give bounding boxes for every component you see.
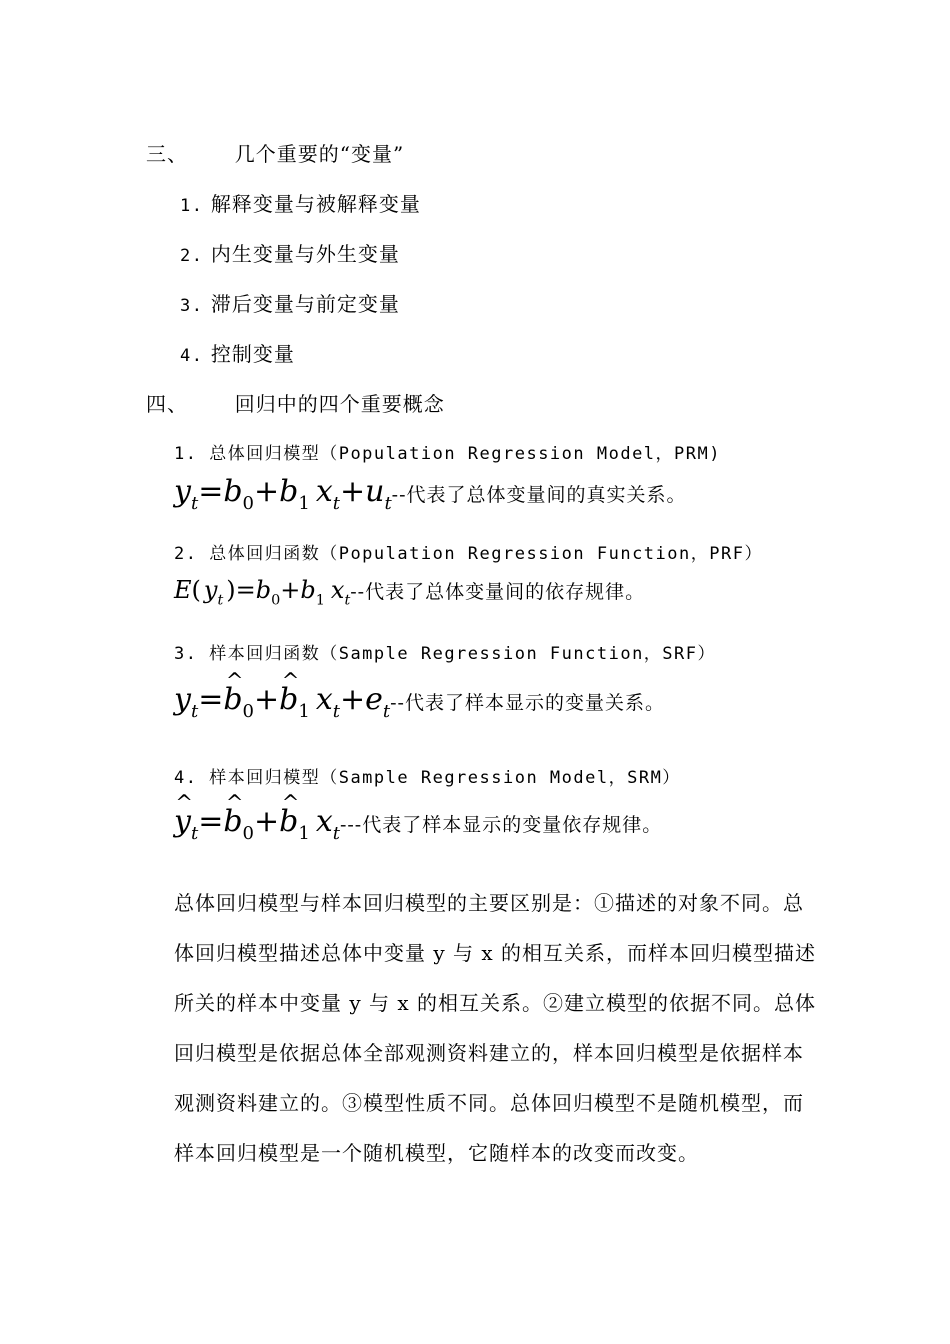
formula-srm: ^ $y_t=\^{}$ $b_0+\^{}$ $b_1$ $x_t---$代表了样本显示的变量依存规律。 [174, 804, 662, 844]
variable-item: 2. 内生变量与外生变量 [180, 242, 400, 266]
concept-heading-prm: 1. 总体回归模型（Population Regression Model，PRM) [174, 444, 721, 464]
concept-heading-srm: 4. 样本回归模型（Sample Regression Model，SRM） [174, 768, 681, 788]
formula-caption: ---代表了样本显示的变量依存规律。 [339, 814, 663, 836]
concept-heading-prf: 2. 总体回归函数（Population Regression Function，PRF） [174, 544, 763, 564]
section-4-number: 四、 [146, 392, 188, 416]
variable-item: 3. 滞后变量与前定变量 [180, 292, 400, 316]
formula-prf: E( $y_t$ )$=b_0+b_1$ $x_t--$代表了总体变量间的依存规律。 [174, 576, 646, 609]
summary-paragraph: 总体回归模型与样本回归模型的主要区别是：①描述的对象不同。总体回归模型描述总体中变量 y 与 x 的相互关系，而样本回归模型描述所关的样本中变量 y 与 x 的相互关系。②建立模型的依据不同。总体回归模型是依据总体全部观测资料建立的，样本回归模型是依据样本观测资料建立的。③模型性质不同。总体回归模型不是随机模型，而样本回归模型是一个随机模型，它随样本的改变而改变。 [174, 891, 817, 1165]
formula-caption: --代表了总体变量间的真实关系。 [391, 484, 687, 506]
section-3-heading [146, 138, 404, 167]
formula-srf: $y_t=\^{}$ $b_0+\^{}$ $b_1$ $x_t+e_t--$代表了样本显示的变量关系。 [174, 682, 665, 722]
formula-caption: --代表了样本显示的变量关系。 [390, 692, 665, 714]
section-3-number: 三、 [146, 142, 188, 166]
section-4-heading [146, 388, 445, 417]
variable-item: 1. 解释变量与被解释变量 [180, 192, 421, 216]
section-3-title: 几个重要的“变量” [234, 142, 405, 166]
section-4-title: 回归中的四个重要概念 [234, 392, 445, 416]
concept-heading-srf: 3. 样本回归函数（Sample Regression Function，SRF） [174, 644, 717, 664]
formula-prm: $y_t=b_0+b_1$ $x_t+u_t--$代表了总体变量间的真实关系。 [174, 474, 687, 515]
variable-item: 4. 控制变量 [180, 342, 295, 366]
formula-caption: --代表了总体变量间的依存规律。 [350, 581, 646, 603]
